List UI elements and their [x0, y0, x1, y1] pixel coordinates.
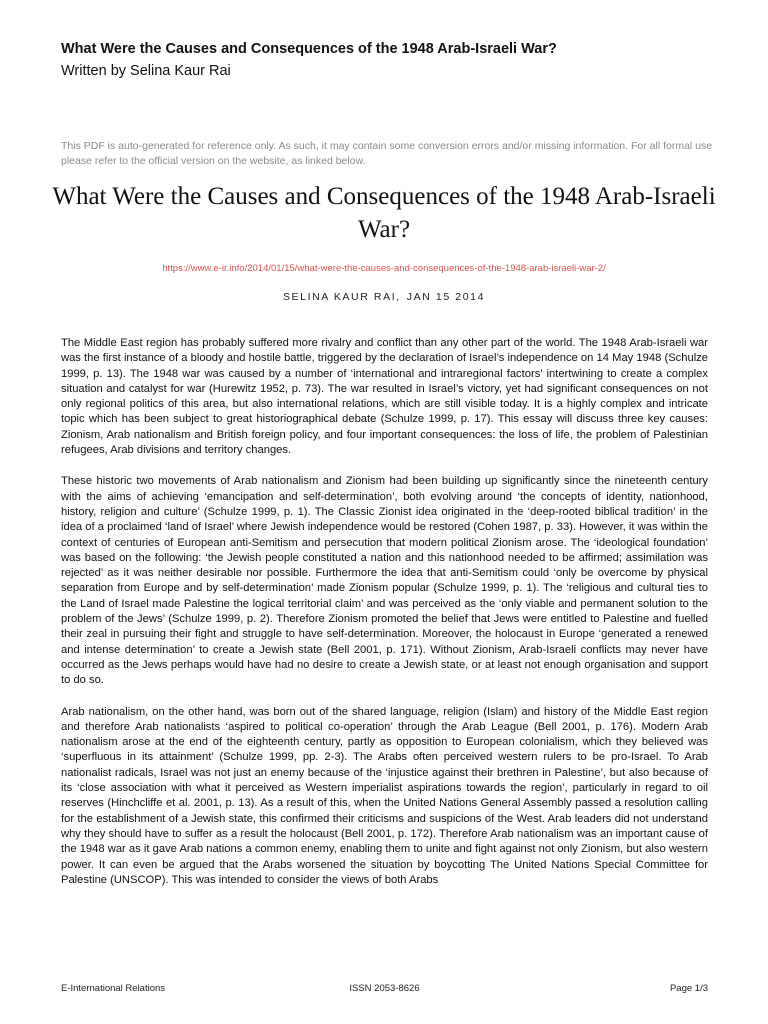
source-url-link[interactable]: https://www.e-ir.info/2014/01/15/what-were-the-causes-and-consequences-of-the-1948-arab-israeli-war-2/: [162, 263, 606, 274]
footer-issn: ISSN 2053-8626: [349, 983, 420, 994]
header-title: What Were the Causes and Consequences of the 1948 Arab-Israeli War?: [61, 41, 557, 57]
byline: [40, 291, 728, 303]
pdf-footer: [61, 983, 708, 997]
byline-date: JAN 15 2014: [406, 291, 486, 303]
footer-publisher: E-International Relations: [61, 983, 166, 994]
byline-author: SELINA KAUR RAI,: [282, 291, 401, 303]
conversion-notice: This PDF is auto-generated for reference only. As such, it may contain some conversion errors and/or missing information. For all formal use please refer to the official version on the website, as linked below.: [61, 140, 713, 167]
pdf-header: [61, 38, 721, 82]
article-body: [61, 336, 708, 904]
header-author: Written by Selina Kaur Rai: [61, 63, 231, 79]
paragraph: These historic two movements of Arab nationalism and Zionism had been building up significantly since the nineteenth century with the aims of achieving ‘emancipation and self-determination’, both evolving around ‘the concepts of identity, nationhood, history, religion and culture’ (Schulze 1999, p. 1). The Classic Zionist idea originated in the ‘deep-rooted biblical tradition’ in the idea of a proclaimed ‘land of Israel’ where Jewish independence would be restored (Cohen 1987, p. 33). However, it was within the context of centuries of European anti-Semitism and persecution that modern political Zionism arose. The ‘ideological foundation’ was based on the following: ‘the Jewish people constituted a nation and this nationhood needed to be affirmed; assimilation was rejected’ as it was neither desirable nor possible. Furthermore the idea that anti-Semitism could ‘only be overcome by physical separation from Europe and by self-determination’ made Zionism popular (Schulze 1999, p. 1). The ‘religious and cultural ties to the Land of Israel made Palestine the logical territorial claim’ and was perceived as the ‘only viable and permanent solution to the problem of the Jews’ (Schulze 1999, p. 2). Therefore Zionism promoted the belief that Jews were entitled to Palestine and fuelled their zeal in pursuing their fight and struggle to have self-determination. Moreover, the holocaust in Europe ‘generated a renewed and intense determination’ to create a Jewish state (Bell 2001, p. 171). Without Zionism, Arab-Israeli conflicts may never have occurred as the Jews perhaps would have had no desire to create a Jewish state, or at least not enough organisation and support to do so.: [61, 475, 708, 687]
article-title: What Were the Causes and Consequences of the 1948 Arab-Israeli War?: [52, 183, 716, 243]
paragraph: The Middle East region has probably suffered more rivalry and conflict than any other part of the world. The 1948 Arab-Israeli war was the first instance of a bloody and hostile battle, triggered by the declaration of Israel’s independence on 14 May 1948 (Schulze 1999, p. 13). The 1948 war was caused by a number of ‘international and intraregional factors’ intertwining to create a complex situation and catalyst for war (Hurewitz 1952, p. 73). The war resulted in Israel’s victory, yet had significant consequences on not only regional politics of this area, but also international relations, which are still visible today. It is a highly complex and intricate topic which has been subject to great historiographical debate (Schulze 1999, p. 17). This essay will discuss three key causes: Zionism, Arab nationalism and British foreign policy, and four important consequences: the loss of life, the problem of Palestinian refugees, Arab divisions and territory changes.: [61, 337, 708, 457]
footer-page-number: Page 1/3: [669, 983, 708, 994]
paragraph: Arab nationalism, on the other hand, was born out of the shared language, religion (Islam) and history of the Middle East region and therefore Arab nationalists ‘aspired to political co-operation’ through the Arab League (Bell 2001, p. 176). Modern Arab nationalism arose at the end of the eighteenth century, partly as opposition to European colonialism, which they believed was ‘superfluous in its attainment’ (Schulze 1999, pp. 2-3). The Arabs often perceived western rulers to be pro-Israel. To Arab nationalist radicals, Israel was not just an enemy because of the ‘injustice against their brethren in Palestine’, but also because of its ‘close association with what it perceived as Western imperialist aspirations towards the region’, particularly in regard to oil reserves (Hinchcliffe et al. 2001, p. 13). As a result of this, when the United Nations General Assembly passed a resolution calling for the establishment of a Jewish state, this confirmed their criticisms and suspicions of the West. Arab leaders did not understand why they should have to suffer as a result the holocaust (Bell 2001, p. 172). Therefore Arab nationalism was an important cause of the 1948 war as it gave Arab nations a common enemy, enabling them to unite and fight against not only Zionism, but also western power. It can even be argued that the Arabs worsened the situation by boycotting The United Nations Special Committee for Palestine (UNSCOP). This was intended to consider the views of both Arabs: [61, 705, 708, 886]
